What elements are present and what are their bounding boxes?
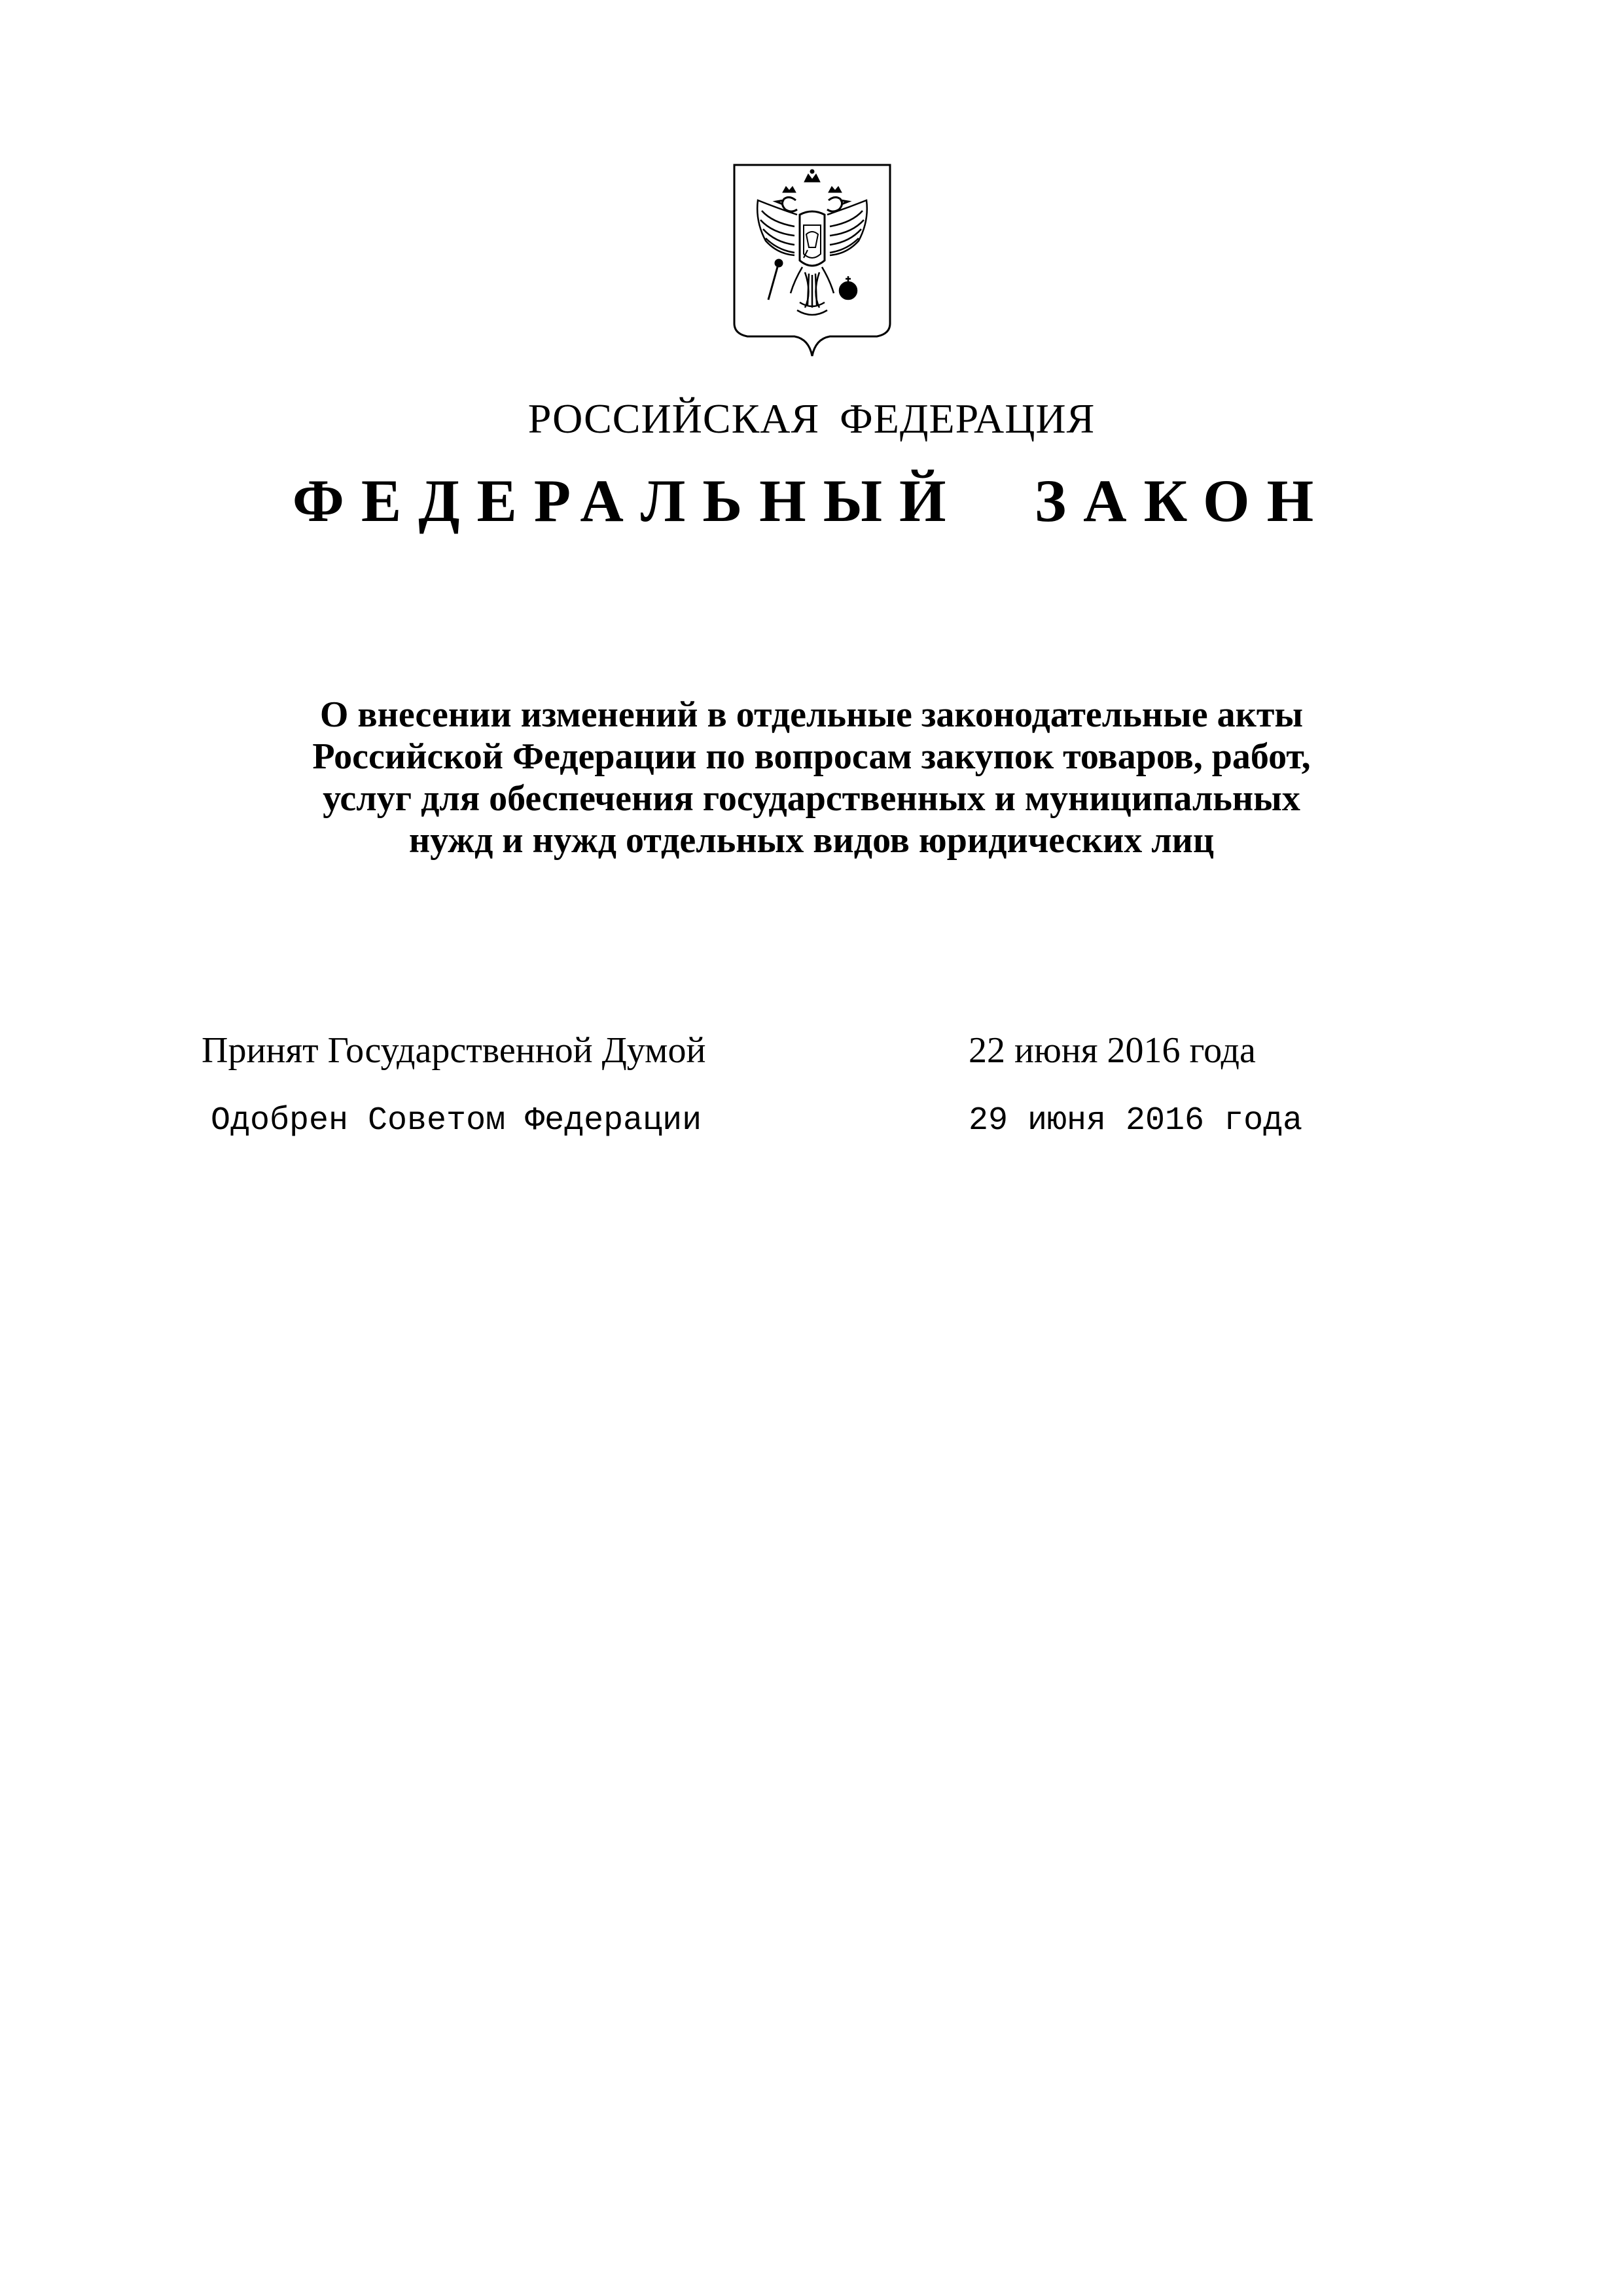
- law-title-line: нужд и нужд отдельных видов юридических лиц: [408, 820, 1215, 861]
- law-title-line: Российской Федерации по вопросам закупок товаров, работ,: [312, 736, 1311, 777]
- coat-of-arms-icon: [732, 162, 893, 359]
- law-title-line: О внесении изменений в отдельные законодательные акты: [319, 694, 1304, 735]
- law-title: [196, 694, 1427, 861]
- adoption-label: Принят Государственной Думой: [202, 1030, 706, 1071]
- adoption-date: 29 июня 2016 года: [969, 1102, 1303, 1139]
- document-type-heading: ФЕДЕРАЛЬНЫЙ ЗАКОН: [292, 467, 1331, 534]
- country-heading: РОССИЙСКАЯ ФЕДЕРАЦИЯ: [527, 395, 1096, 442]
- adoption-row-council: [202, 1095, 1314, 1147]
- adoption-label: Одобрен Советом Федерации: [211, 1102, 702, 1139]
- law-title-line: услуг для обеспечения государственных и муниципальных: [323, 778, 1300, 819]
- adoption-row-duma: [202, 1024, 1314, 1077]
- adoption-date: 22 июня 2016 года: [969, 1030, 1256, 1071]
